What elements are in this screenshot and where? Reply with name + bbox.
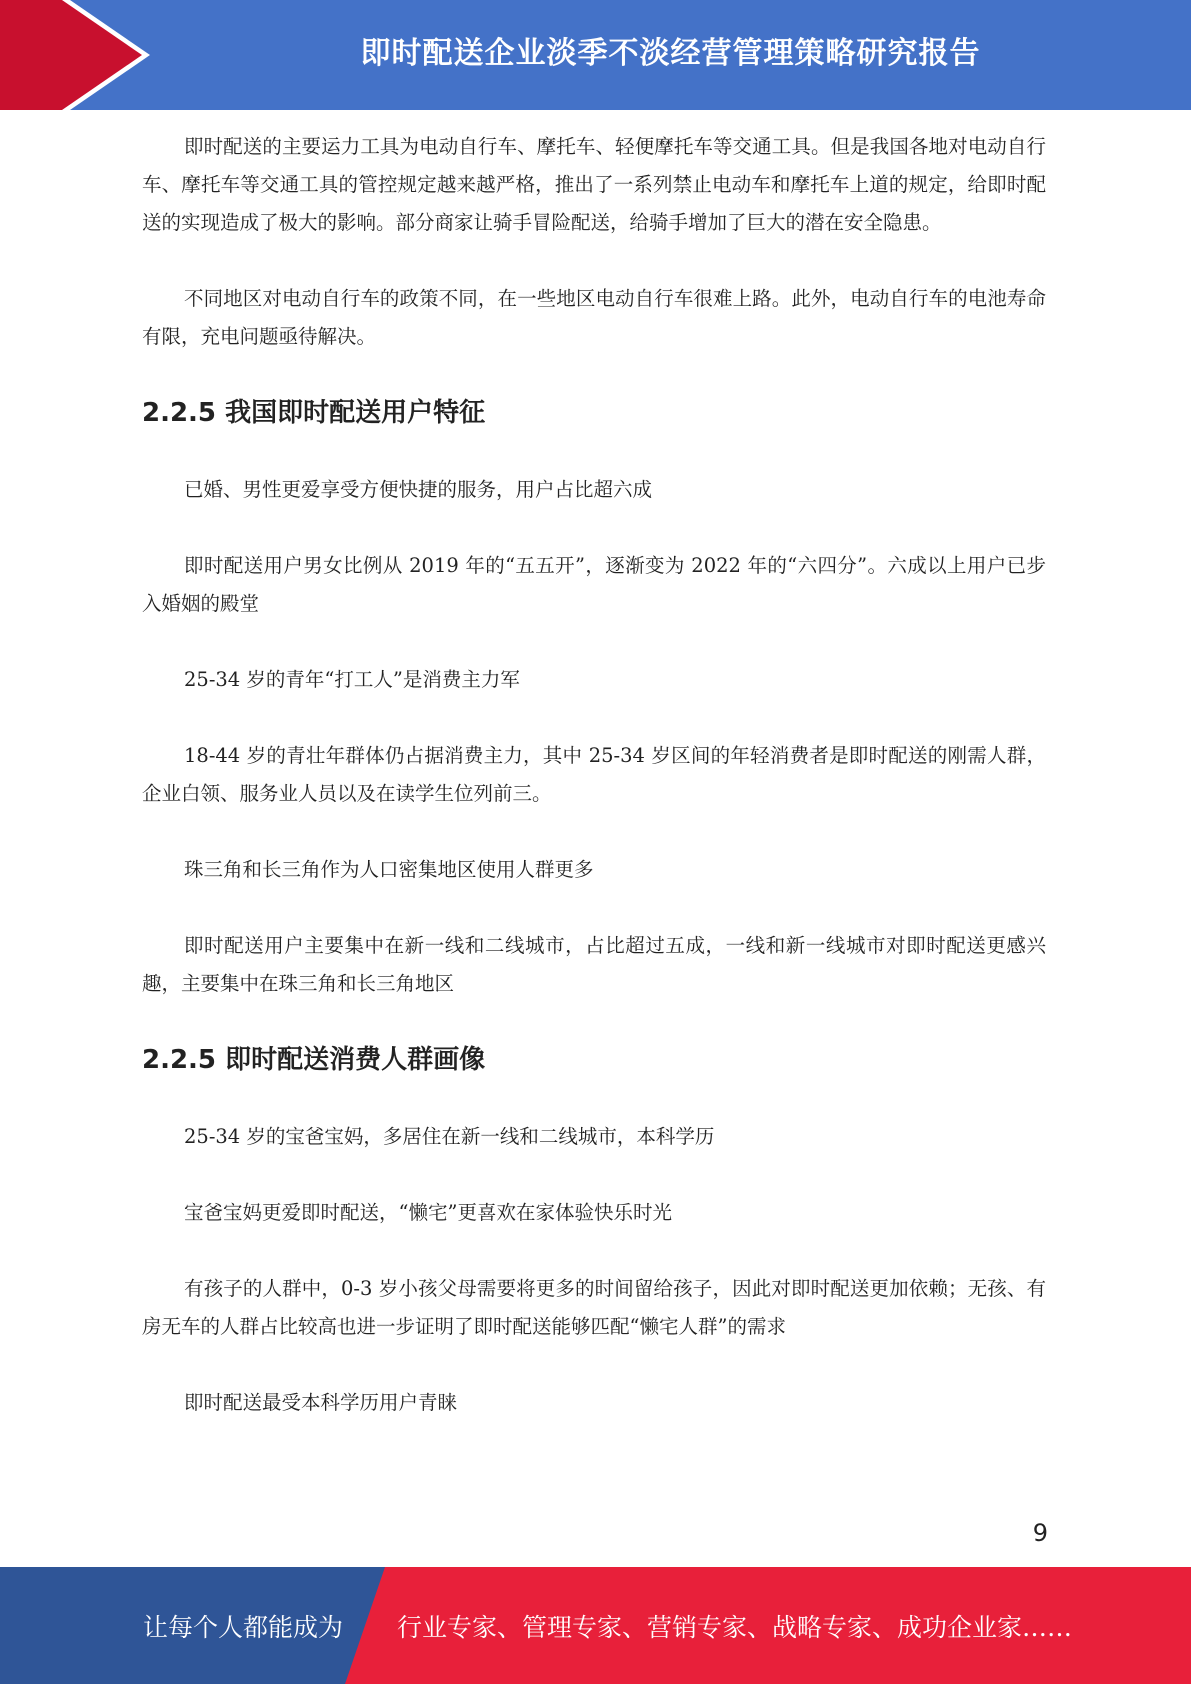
paragraph: 宝爸宝妈更爱即时配送，“懒宅”更喜欢在家体验快乐时光 [184, 1201, 672, 1224]
paragraph: 18-44 岁的青壮年群体仍占据消费主力，其中 25-34 岁区间的年轻消费者是即时配送的刚需人群，企业白领、服务业人员以及在读学生位列前三。 [142, 744, 1046, 805]
footer-slogan-left: 让每个人都能成为 [143, 1612, 344, 1642]
paragraph: 不同地区对电动自行车的政策不同，在一些地区电动自行车很难上路。此外，电动自行车的电池寿命有限，充电问题亟待解决。 [142, 287, 1046, 348]
section-heading: 2.2.5 即时配送消费人群画像 [142, 1045, 486, 1075]
page-header [0, 0, 1191, 110]
main-content [142, 128, 1046, 1422]
paragraph: 即时配送最受本科学历用户青睐 [184, 1391, 458, 1414]
paragraph: 25-34 岁的宝爸宝妈，多居住在新一线和二线城市，本科学历 [184, 1125, 715, 1148]
paragraph: 珠三角和长三角作为人口密集地区使用人群更多 [184, 858, 594, 881]
paragraph: 即时配送用户男女比例从 2019 年的“五五开”，逐渐变为 2022 年的“六四分”。六成以上用户已步入婚姻的殿堂 [142, 554, 1046, 615]
paragraph: 已婚、男性更爱享受方便快捷的服务，用户占比超六成 [184, 478, 653, 501]
page-footer [0, 1567, 1191, 1684]
paragraph: 25-34 岁的青年“打工人”是消费主力军 [184, 668, 520, 691]
section-heading: 2.2.5 我国即时配送用户特征 [142, 398, 486, 428]
report-title: 即时配送企业淡季不淡经营管理策略研究报告 [360, 36, 981, 71]
page-number: 9 [1032, 1519, 1048, 1547]
paragraph: 即时配送用户主要集中在新一线和二线城市，占比超过五成，一线和新一线城市对即时配送更感兴趣，主要集中在珠三角和长三角地区 [142, 934, 1046, 995]
footer-slogan-right: 行业专家、管理专家、营销专家、战略专家、成功企业家…… [397, 1612, 1073, 1642]
paragraph: 有孩子的人群中，0-3 岁小孩父母需要将更多的时间留给孩子，因此对即时配送更加依赖；无孩、有房无车的人群占比较高也进一步证明了即时配送能够匹配“懒宅人群”的需求 [142, 1277, 1046, 1338]
paragraph: 即时配送的主要运力工具为电动自行车、摩托车、轻便摩托车等交通工具。但是我国各地对电动自行车、摩托车等交通工具的管控规定越来越严格，推出了一系列禁止电动车和摩托车上道的规定，给即时配送的实现造成了极大的影响。部分商家让骑手冒险配送，给骑手增加了巨大的潜在安全隐患。 [142, 135, 1046, 234]
